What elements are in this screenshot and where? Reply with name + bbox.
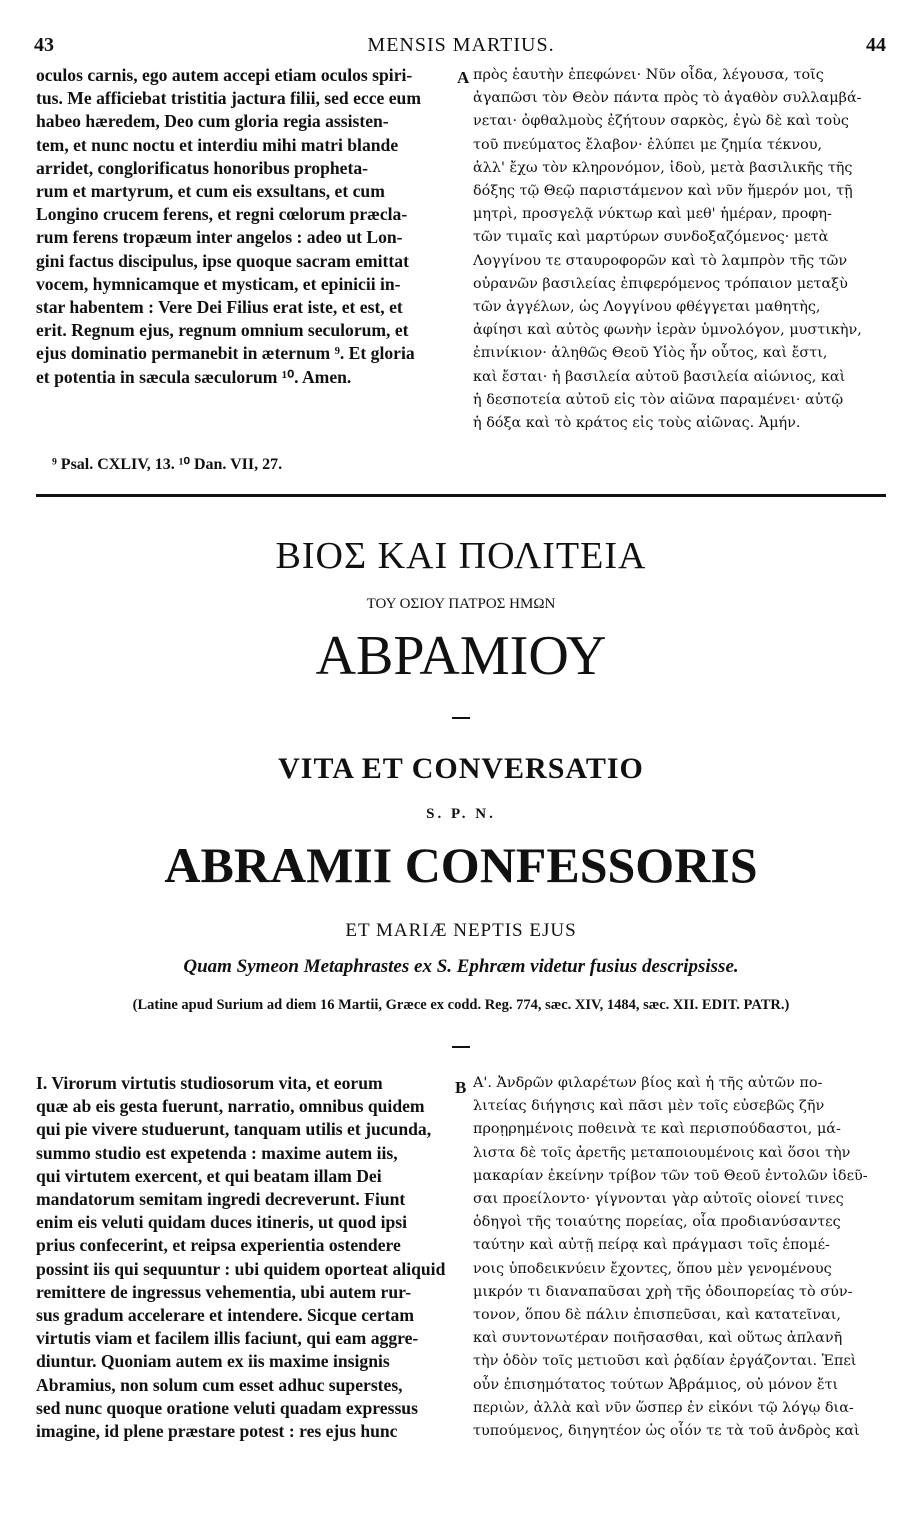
page-number-right: 44 <box>866 34 886 56</box>
latin-text-line: star habentem : Vere Dei Filius erat iste, et est, et <box>36 297 403 318</box>
greek-text-line: οὐρανῶν βασιλείας ἐπιφερόμενος τρόπαιον μεταξὺ <box>473 275 848 292</box>
greek-text-line: σαι προείλοντο· γίγνονται γὰρ αὐτοῖς οἱονεί τινες <box>473 1191 844 1208</box>
greek-text-line: ἡ δεσποτεία αὐτοῦ εἰς τὸν αἰῶνα παραμένει· αὐτῷ <box>473 391 844 408</box>
column-marker-a: A <box>457 68 470 87</box>
latin-text-line: remittere de ingressus vehementia, ubi autem rur- <box>36 1281 412 1302</box>
latin-text-line: quæ ab eis gesta fuerunt, narratio, omnibus quidem <box>36 1096 425 1117</box>
section-rule <box>36 494 886 497</box>
latin-text-line: I. Virorum virtutis studiosorum vita, et eorum <box>36 1073 383 1093</box>
latin-text-line: arridet, conglorificatus honoribus propheta- <box>36 157 369 178</box>
greek-text-line: νεται· ὀφθαλμοὺς ἐζήτουν σαρκὸς, ἐγὼ δὲ καὶ τοὺς <box>473 113 849 130</box>
greek-text-line: νοις ὑποδεικνύειν ἔχοντες, ὅπου μὲν γενομένους <box>473 1260 832 1277</box>
source-note: (Latine apud Surium ad diem 16 Martii, Græce ex codd. Reg. 774, sæc. XIV, 1484, sæc. XII. EDIT. PATR.) <box>132 997 790 1013</box>
footnote: ⁹ Psal. CXLIV, 13. ¹⁰ Dan. VII, 27. <box>52 456 283 473</box>
greek-text-line: οὖν ἐπισημότατος τούτων Ἀβράμιος, οὐ μόνον ἔτι <box>473 1376 839 1393</box>
latin-text-line: imagine, id plene præstare potest : res ejus hunc <box>36 1421 398 1442</box>
column-marker-b: B <box>455 1078 467 1097</box>
latin-text-line: Abramius, non solum cum esset adhuc superstes, <box>36 1374 403 1395</box>
greek-text-line: περιὼν, ἀλλὰ καὶ νῦν ὥσπερ ἐν εἰκόνι τῷ λόγῳ δια- <box>473 1399 854 1416</box>
greek-text-line: ὁδηγοὶ τῆς τοιαύτης πορείας, οἷα προδιανύσαντες <box>473 1214 841 1231</box>
top-greek-column <box>473 64 893 435</box>
greek-text-line: ταύτην καὶ αὐτῇ πείρᾳ καὶ πράγμασι τοῖς ἑπομέ- <box>473 1237 830 1254</box>
latin-text-line: virtutis viam et facilem illis faciunt, qui eam aggre- <box>36 1328 419 1349</box>
greek-text-line: ἀλλ' ἔχω τὸν κληρονόμον, ἰδοὺ, μετὰ βασιλικῆς τῆς <box>473 159 853 176</box>
latin-text-line: enim eis veluti quidam duces itineris, ut quod ipsi <box>36 1212 407 1233</box>
greek-text-line: λιτείας διήγησις καὶ πᾶσι μὲν τοῖς εὐσεβῶς ζῆν <box>473 1098 825 1115</box>
latin-text-line: sed nunc quoque oratione veluti quadam expressus <box>36 1397 418 1418</box>
latin-text-line: summo studio est expetenda : maxime autem iis, <box>36 1142 398 1163</box>
greek-text-line: μικρόν τι διαναπαῦσαι χρὴ τῆς ὁδοιπορείας τὸ σύν- <box>473 1283 853 1300</box>
greek-text-line: καὶ συντονωτέραν ποιῆσασθαι, καὶ οὕτως ἀπλανῆ <box>473 1330 843 1347</box>
latin-abbrev: S. P. N. <box>426 806 496 822</box>
title-dash-2 <box>452 1046 470 1048</box>
latin-text-line: oculos carnis, ego autem accepi etiam oculos spiri- <box>36 65 413 85</box>
latin-subtitle: ET MARIÆ NEPTIS EJUS <box>345 920 577 941</box>
greek-name: ΑΒΡΑΜΙΟΥ <box>315 625 607 687</box>
greek-subtitle: ΤΟΥ ΟΣΙΟΥ ΠΑΤΡΟΣ ΗΜΩΝ <box>366 596 556 612</box>
greek-text-line: τῶν ἀγγέλων, ὡς Λογγίνου φθέγγεται μαθητὴς, <box>473 299 821 316</box>
attribution: Quam Symeon Metaphrastes ex S. Ephræm videtur fusius descripsisse. <box>183 956 739 977</box>
greek-text-line: ἡ δόξα καὶ τὸ κράτος εἰς τοὺς αἰῶνας. Ἀμήν. <box>473 415 801 432</box>
greek-text-line: προῃρημένοις ποθεινὰ τε καὶ περισπούδαστοι, μά- <box>473 1121 841 1138</box>
title-dash-1 <box>452 717 470 719</box>
greek-text-line: μακαρίαν ἐκείνην τρίβον τῶν τοῦ Θεοῦ ἐντολῶν ἰδεῦ- <box>473 1167 868 1184</box>
greek-text-line: τυπούμενος, διηγητέον ὡς οἷόν τε τὰ τοῦ ἀνδρὸς καὶ <box>473 1423 860 1440</box>
latin-text-line: vocem, hymnicamque et mysticam, et epinicii in- <box>36 273 401 294</box>
latin-text-line: et potentia in sæcula sæculorum ¹⁰. Amen. <box>36 366 352 387</box>
top-latin-column <box>36 64 454 389</box>
latin-text-line: prius confecerint, et reipsa experientia ostendere <box>36 1235 401 1256</box>
bottom-greek-column <box>473 1072 893 1443</box>
page-number-left: 43 <box>34 34 54 56</box>
greek-text-line: καὶ ἔσται· ἡ βασιλεία αὐτοῦ βασιλεία αἰώνιος, καὶ <box>473 368 846 385</box>
latin-text-line: rum ferens tropæum inter angelos : adeo ut Lon- <box>36 227 403 248</box>
greek-text-line: μητρὶ, προσγελᾷ νύκτωρ καὶ μεθ' ἡμέραν, προφη- <box>473 206 832 223</box>
greek-text-line: τοῦ πνεύματος ἔλαβον· ἐλύπει με ζημία τέκνου, <box>473 136 823 153</box>
latin-text-line: ejus dominatio permanebit in æternum ⁹. Et gloria <box>36 343 415 364</box>
greek-text-line: δόξης τῷ Θεῷ παριστάμενον καὶ νῦν ἥμερόν μοι, τῇ <box>473 183 853 200</box>
latin-text-line: mandatorum semitam ingredi decreverunt. Fiunt <box>36 1189 406 1210</box>
greek-text-line: ἀγαπῶσι τὸν Θεὸν πάντα πρὸς τὸ ἀγαθὸν συλλαμβά- <box>473 90 862 107</box>
latin-text-line: tus. Me afficiebat tristitia jactura filii, sed ecce eum <box>36 88 421 109</box>
greek-text-line: τονον, ὅπου δὲ πάλιν ἐπισπεῦσαι, καὶ κατατεῖναι, <box>473 1307 841 1324</box>
greek-text-line: ἀφίησι καὶ αὐτὸς φωνὴν ἱερὰν ὑμνολόγον, μυστικὴν, <box>473 322 862 339</box>
latin-name: ABRAMII CONFESSORIS <box>164 837 758 893</box>
latin-text-line: qui virtutem exercent, et qui beatam illam Dei <box>36 1165 382 1186</box>
greek-title: ΒΙΟΣ ΚΑΙ ΠΟΛΙΤΕΙΑ <box>275 535 647 577</box>
latin-text-line: habeo hæredem, Deo cum gloria regia assisten- <box>36 111 389 132</box>
greek-text-line: Α'. Ἀνδρῶν φιλαρέτων βίος καὶ ἡ τῆς αὐτῶν πο- <box>473 1075 823 1091</box>
latin-text-line: erit. Regnum ejus, regnum omnium seculorum, et <box>36 320 409 341</box>
greek-text-line: ἐπινίκιον· ἀληθῶς Θεοῦ Υἱὸς ἦν οὗτος, καὶ ἔστι, <box>473 345 828 362</box>
latin-text-line: tem, et nunc noctu et interdiu mihi matri blande <box>36 134 399 155</box>
latin-text-line: Longino crucem ferens, et regni cœlorum præcla- <box>36 204 408 225</box>
latin-text-line: diuntur. Quoniam autem ex iis maxime insignis <box>36 1351 390 1372</box>
greek-text-line: τῶν τιμαῖς καὶ μαρτύρων συνδοξαζόμενος· μετὰ <box>473 229 829 246</box>
running-title: MENSIS MARTIUS. <box>367 34 555 56</box>
greek-text-line: τὴν ὁδὸν τοῖς μετιοῦσι καὶ ῥᾳδίαν ἐργάζονται. Ἐπεὶ <box>473 1353 857 1370</box>
greek-text-line: λιστα δὲ τοῖς ἀρετῆς μεταποιουμένοις καὶ ὅσοι τὴν <box>473 1144 851 1161</box>
latin-text-line: qui pie vivere studuerunt, tanquam utilis et jucunda, <box>36 1119 432 1140</box>
greek-text-line: Λογγίνου τε σταυροφορῶν καὶ τὸ λαμπρὸν τῆς τῶν <box>473 252 848 269</box>
bottom-latin-column <box>36 1072 454 1443</box>
latin-text-line: rum et martyrum, et cum eis exsultans, et cum <box>36 181 385 202</box>
latin-text-line: sus gradum accelerare et intendere. Sicque certam <box>36 1305 415 1326</box>
latin-text-line: gini factus discipulus, ipse quoque sacram emittat <box>36 250 409 271</box>
latin-text-line: possint iis qui sequuntur : ubi quidem oporteat aliquid <box>36 1258 446 1279</box>
greek-text-line: πρὸς ἑαυτὴν ἐπεφώνει· Νῦν οἶδα, λέγουσα, τοῖς <box>473 67 824 83</box>
latin-title: VITA ET CONVERSATIO <box>278 752 644 785</box>
